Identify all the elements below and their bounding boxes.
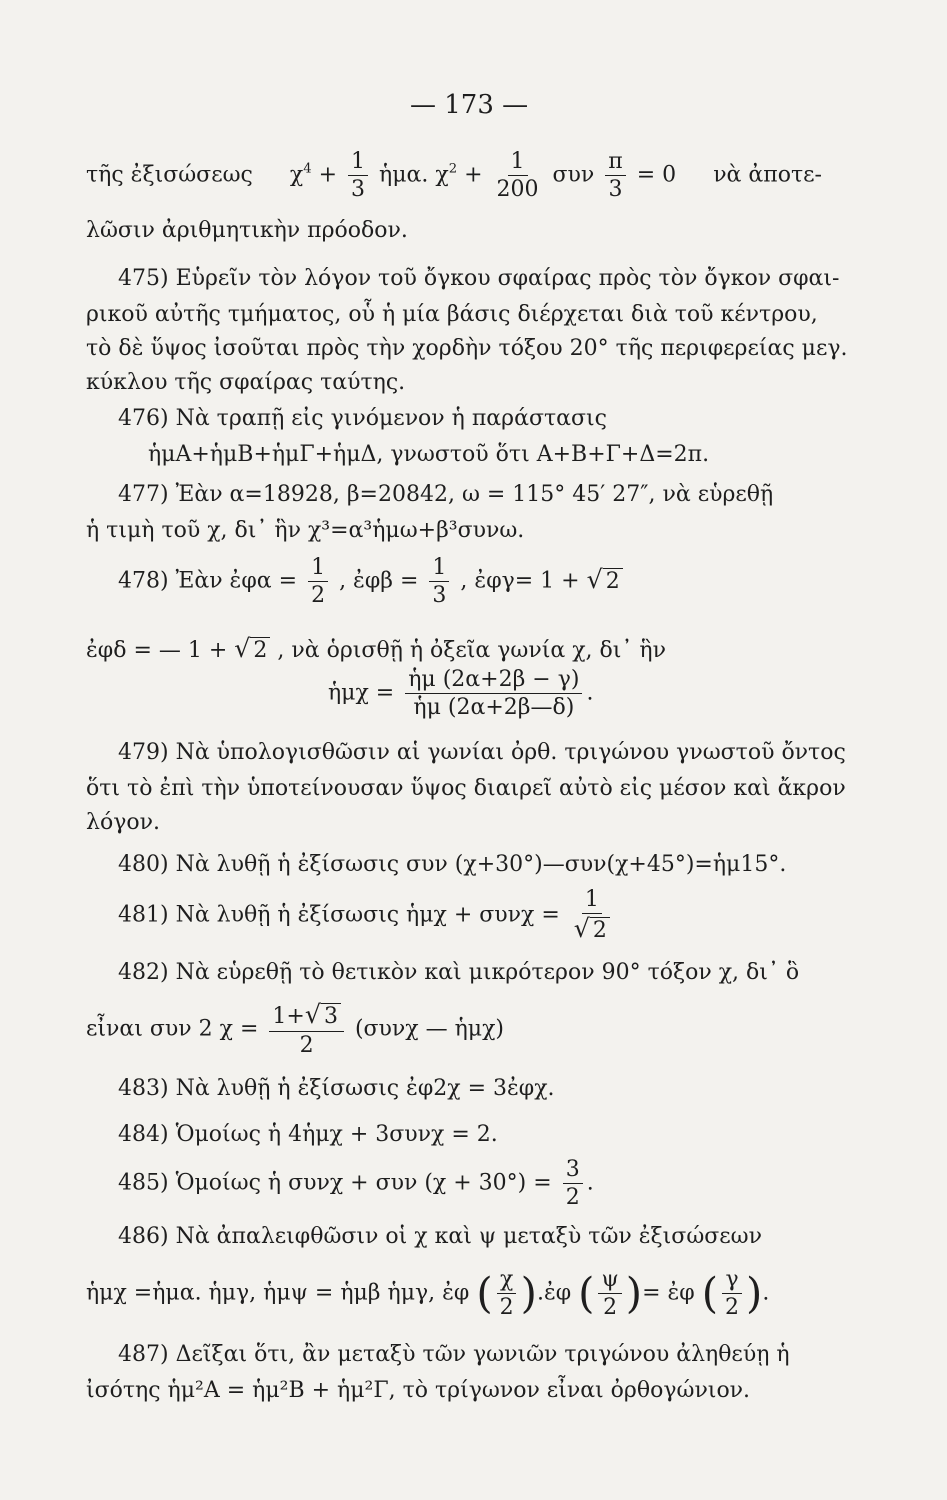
text: + [318,162,338,188]
text: , νὰ ὁρισθῇ ἡ ὀξεῖα γωνία χ, δι᾿ ἣν [277,638,666,663]
exercise-475-line: ρικοῦ αὐτῆς τμήματος, οὗ ἡ μία βάσις διέρχεται διὰ τοῦ κέντρου, [86,302,818,327]
exercise-487-line: 487) Δεῖξαι ὅτι, ἂν μεταξὺ τῶν γωνιῶν τριγώνου ἀληθεύῃ ἡ [118,1342,790,1367]
exercise-478-line [86,636,666,662]
exercise-478-formula [328,668,593,719]
fraction [405,668,582,719]
numerator: 3 [563,1158,583,1184]
text: ἡμχ = [328,680,395,706]
exercise-480-line: 480) Νὰ λυθῇ ἡ ἐξίσωσις συν (χ+30°)—συν(χ+45°)=ἡμ15°. [118,852,787,877]
text: 485) Ὁμοίως ἡ συνχ + συν (χ + 30°) = [118,1170,552,1196]
denominator: 3 [351,177,366,203]
numerator: 1 [429,556,449,582]
denominator: 2 [499,1295,514,1321]
denominator: 200 [496,177,539,203]
numerator: π [605,150,625,176]
radicand: 2 [603,568,623,594]
text: = 0 [636,162,677,188]
text: , ἐφγ= 1 + [460,568,580,594]
text: . [762,1280,770,1306]
exercise-479-line: λόγον. [86,810,160,835]
numerator: ἡμ (2α+2β − γ) [405,668,582,694]
exercise-476-line: 476) Νὰ τραπῇ εἰς γινόμενον ἡ παράστασις [118,406,607,431]
denominator [571,914,613,943]
exercise-477-line: ἡ τιμὴ τοῦ χ, δι᾿ ἣν χ³=α³ἡμω+β³συνω. [86,518,525,543]
fraction [722,1268,742,1319]
numerator: 1 [308,556,328,582]
equation-line [86,150,822,201]
exercise-479-line: ὅτι τὸ ἐπὶ τὴν ὑποτείνουσαν ὕψος διαιρεῖ αὐτὸ εἰς μέσον καὶ ἄκρον [86,776,846,801]
fraction [308,556,328,607]
text: συν [552,162,595,188]
exercise-478-line [118,556,623,607]
fraction [605,150,625,201]
radicand: 3 [321,1003,341,1029]
text: χ [289,162,304,188]
exercise-482-line: 482) Νὰ εὑρεθῇ τὸ θετικὸν καὶ μικρότερον 90° τόξον χ, δι᾿ ὃ [118,960,800,985]
text: (συνχ — ἡμχ) [354,1016,505,1042]
denominator: 3 [608,177,623,203]
fraction [494,150,542,201]
square-root: √ 3 [305,1002,341,1029]
text: νὰ ἀποτε- [713,162,822,188]
page-number: — 173 — [410,90,529,120]
denominator: 2 [565,1185,580,1211]
text-line: λῶσιν ἀριθμητικὴν πρόοδον. [86,218,408,243]
numerator: γ [722,1268,741,1294]
exercise-484-line: 484) Ὁμοίως ἡ 4ἡμχ + 3συνχ = 2. [118,1122,498,1147]
exercise-486-line: 486) Νὰ ἀπαλειφθῶσιν οἱ χ καὶ ψ μεταξὺ τῶν ἐξισώσεων [118,1224,762,1249]
numerator: 1 [348,150,368,176]
exercise-475-line: τὸ δὲ ὕψος ἰσοῦται πρὸς τὴν χορδὴν τόξου 20° τῆς περιφερείας μεγ. [86,336,848,361]
exponent: 2 [448,161,458,177]
text: 1+ [272,1004,305,1029]
radicand: 2 [250,637,270,663]
exercise-476-formula: ἡμΑ+ἡμΒ+ἡμΓ+ἡμΔ, γνωστοῦ ὅτι Α+Β+Γ+Δ=2π. [148,442,710,467]
exercise-475-line: 475) Εὑρεῖν τὸν λόγον τοῦ ὄγκου σφαίρας πρὸς τὸν ὄγκον σφαι- [118,266,840,291]
numerator: 1 [582,888,602,914]
numerator: ψ [598,1268,621,1294]
fraction [429,556,449,607]
text: . [586,680,594,706]
exercise-475-line: κύκλου τῆς σφαίρας ταύτης. [86,370,406,395]
denominator: 2 [603,1295,618,1321]
text: . [586,1170,594,1196]
radicand: 2 [590,917,610,943]
fraction [497,1268,517,1319]
fraction [348,150,368,201]
text: .ἐφ [536,1280,572,1306]
numerator [269,1002,344,1032]
text: + [464,162,483,188]
fraction [269,1002,344,1057]
text: ἡμα. χ [379,162,449,188]
fraction [598,1268,621,1319]
fraction [571,888,613,943]
exercise-481-line [118,888,617,943]
exercise-482-formula [86,1002,504,1057]
exercise-487-line: ἰσότης ἡμ²Α = ἡμ²Β + ἡμ²Γ, τὸ τρίγωνον εἶναι ὀρθογώνιον. [86,1378,751,1403]
text: , ἐφβ = [339,568,419,594]
text: ἡμχ =ἡμα. ἡμγ, ἡμψ = ἡμβ ἡμγ, ἐφ [86,1280,470,1306]
denominator: 2 [311,583,326,609]
numerator: χ [497,1268,516,1294]
exponent: 4 [303,161,312,177]
exercise-485-line [118,1158,594,1209]
text: εἶναι συν 2 χ = [86,1016,259,1042]
exercise-486-formula: ἡμχ =ἡμα. ἡμγ, ἡμψ = ἡμβ ἡμγ, ἐφ ( $\frac{\chi}{2}$ ).ἐφ ( $\frac{\psi}{2}$ )= ἐφ ( $\frac{\gamma}{2}$ ). [86,1267,770,1321]
denominator: 3 [432,583,447,609]
fraction [563,1158,583,1209]
exercise-479-line: 479) Νὰ ὑπολογισθῶσιν αἱ γωνίαι ὀρθ. τριγώνου γνωστοῦ ὄντος [118,740,846,765]
text: 478) Ἐὰν ἐφα = [118,568,298,594]
exercise-477-line: 477) Ἐὰν α=18928, β=20842, ω = 115° 45′ 27″, νὰ εὑρεθῇ [118,482,774,507]
denominator: 2 [725,1295,740,1321]
denominator: ἡμ (2α+2β—δ) [413,695,575,721]
square-root: √ 2 [234,636,270,662]
square-root: √ 2 [574,916,610,943]
denominator: 2 [299,1032,314,1058]
exercise-483-line: 483) Νὰ λυθῇ ἡ ἐξίσωσις ἐφ2χ = 3ἐφχ. [118,1076,555,1101]
text: = ἐφ [642,1280,695,1306]
numerator: 1 [508,150,528,176]
square-root: √ 2 [587,567,623,593]
text: 481) Νὰ λυθῇ ἡ ἐξίσωσις ἡμχ + συνχ = [118,902,560,928]
text: ἐφδ = — 1 + [86,638,228,663]
text: τῆς ἐξισώσεως [86,162,253,188]
